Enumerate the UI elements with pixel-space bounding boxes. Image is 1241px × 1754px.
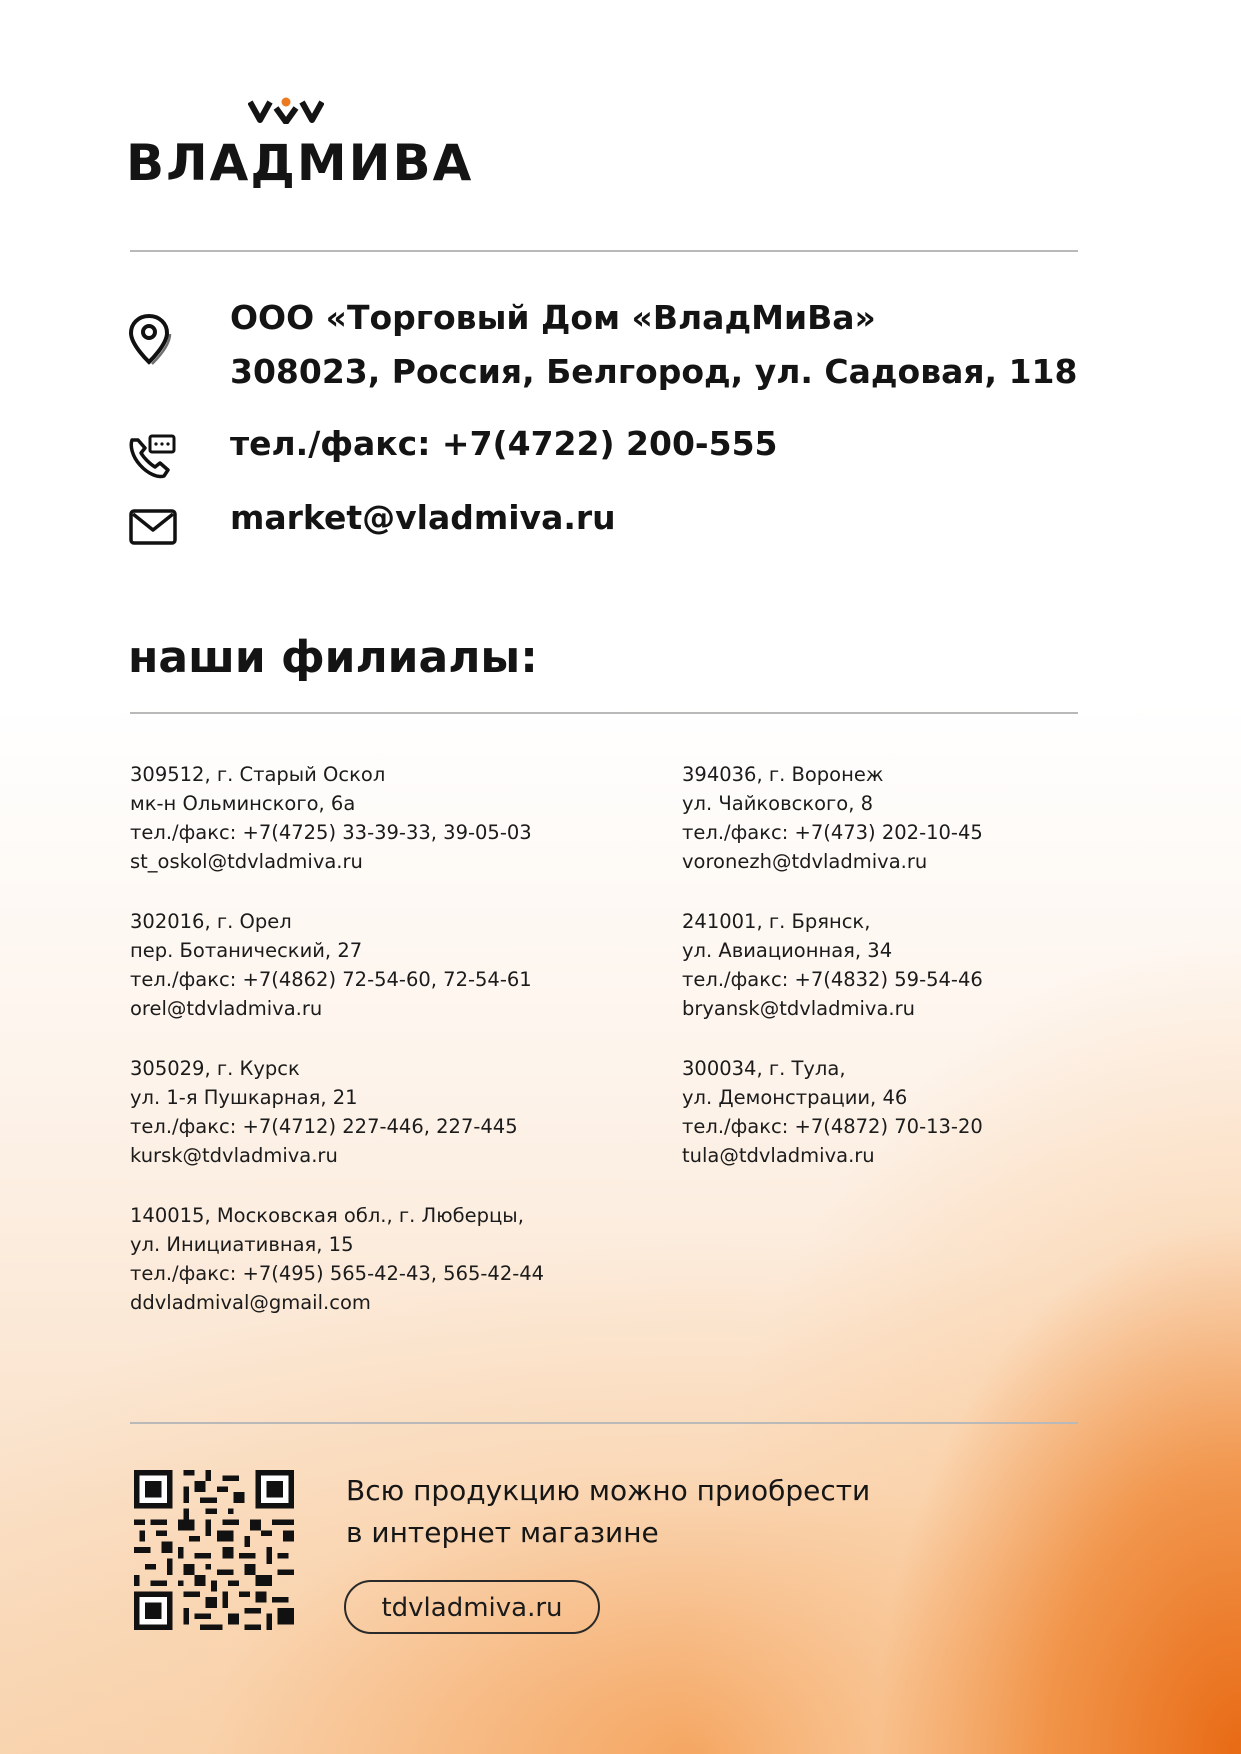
branch-line: 394036, г. Воронеж — [682, 763, 884, 786]
branch-line: пер. Ботанический, 27 — [130, 939, 363, 962]
phone-icon — [124, 430, 178, 484]
branch-email[interactable]: orel@tdvladmiva.ru — [130, 997, 323, 1020]
branch-line: ул. Демонстрации, 46 — [682, 1086, 908, 1109]
promo-line: Всю продукцию можно приобрести — [346, 1474, 871, 1507]
branch-line: тел./факс: +7(4872) 70-13-20 — [682, 1115, 983, 1138]
branch-email[interactable]: voronezh@tdvladmiva.ru — [682, 850, 928, 873]
branch-block — [682, 760, 1162, 876]
envelope-icon — [128, 508, 178, 546]
branch-block — [130, 907, 610, 1023]
branch-line: тел./факс: +7(4725) 33-39-33, 39-05-03 — [130, 821, 532, 844]
branch-line: 302016, г. Орел — [130, 910, 292, 933]
branch-email[interactable]: tula@tdvladmiva.ru — [682, 1144, 875, 1167]
branch-block — [130, 760, 610, 876]
branch-line: 305029, г. Курск — [130, 1057, 300, 1080]
branch-email[interactable]: ddvladmival@gmail.com — [130, 1291, 371, 1314]
branch-line: тел./факс: +7(495) 565-42-43, 565-42-44 — [130, 1262, 545, 1285]
branch-block — [130, 1054, 610, 1170]
branch-block — [682, 907, 1162, 1023]
branch-line: ул. 1-я Пушкарная, 21 — [130, 1086, 358, 1109]
website-link-button[interactable]: tdvladmiva.ru — [344, 1580, 600, 1634]
branch-line: 300034, г. Тула, — [682, 1057, 846, 1080]
branch-block — [130, 1201, 610, 1317]
location-pin-icon — [126, 312, 172, 368]
promo-line: в интернет магазине — [346, 1516, 659, 1549]
branch-line: тел./факс: +7(4832) 59-54-46 — [682, 968, 983, 991]
phone-number[interactable]: тел./факс: +7(4722) 200-555 — [230, 424, 778, 463]
branch-line: ул. Чайковского, 8 — [682, 792, 874, 815]
branch-line: ул. Инициативная, 15 — [130, 1233, 354, 1256]
branch-line: 140015, Московская обл., г. Люберцы, — [130, 1204, 524, 1227]
promo-text — [346, 1470, 1046, 1554]
branch-line: тел./факс: +7(473) 202-10-45 — [682, 821, 983, 844]
divider-bottom — [130, 1422, 1078, 1424]
divider-top — [130, 250, 1078, 252]
branch-email[interactable]: bryansk@tdvladmiva.ru — [682, 997, 915, 1020]
branches-title: наши филиалы: — [128, 632, 538, 683]
branch-line: тел./факс: +7(4712) 227-446, 227-445 — [130, 1115, 518, 1138]
branch-block — [682, 1054, 1162, 1170]
email-link[interactable]: market@vladmiva.ru — [230, 498, 616, 537]
company-name: ООО «Торговый Дом «ВладМиВа» — [230, 298, 876, 337]
branch-line: мк-н Ольминского, 6а — [130, 792, 356, 815]
company-address: 308023, Россия, Белгород, ул. Садовая, 118 — [230, 352, 1078, 391]
branch-line: ул. Авиационная, 34 — [682, 939, 893, 962]
branch-email[interactable]: st_oskol@tdvladmiva.ru — [130, 850, 363, 873]
logo-mark-icon — [248, 96, 324, 124]
branch-line: 309512, г. Старый Оскол — [130, 763, 386, 786]
qr-code[interactable] — [134, 1470, 294, 1630]
branch-line: тел./факс: +7(4862) 72-54-60, 72-54-61 — [130, 968, 532, 991]
divider-branches — [130, 712, 1078, 714]
branch-line: 241001, г. Брянск, — [682, 910, 871, 933]
logo-text: ВЛАДМИВА — [126, 134, 474, 192]
branch-email[interactable]: kursk@tdvladmiva.ru — [130, 1144, 338, 1167]
